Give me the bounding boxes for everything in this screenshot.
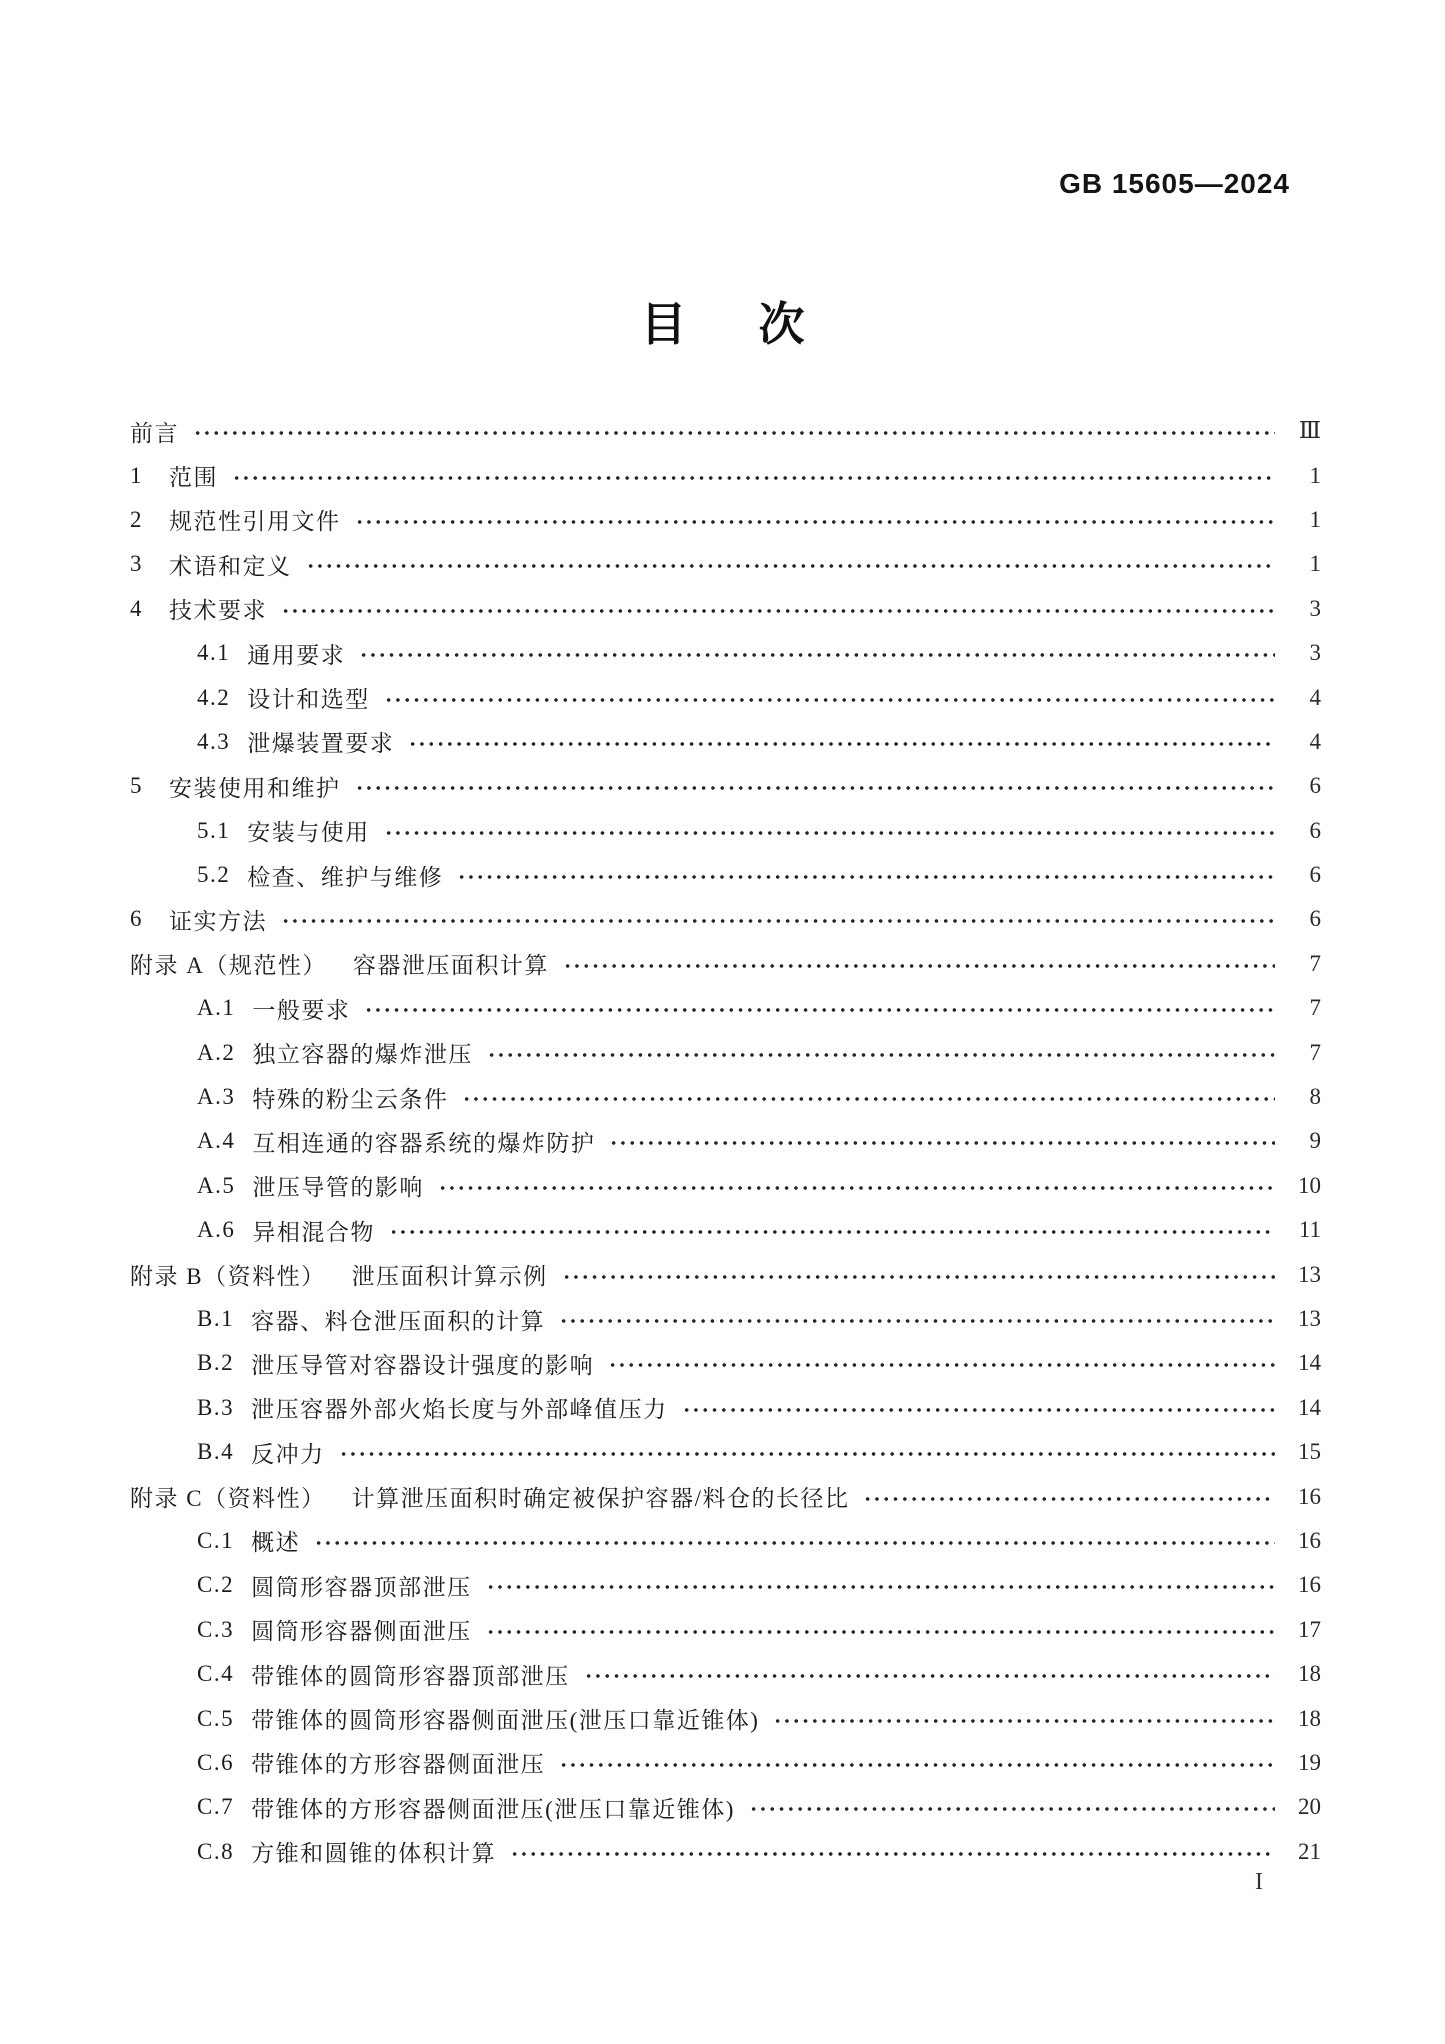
toc-entry-page: 6 xyxy=(1309,862,1321,888)
toc-entry-title: 异相混合物 xyxy=(252,1219,375,1245)
toc-entry-number: C.3 xyxy=(197,1616,235,1642)
toc-entry xyxy=(130,675,1321,719)
toc-entry-number: C.5 xyxy=(197,1705,235,1731)
toc-entry xyxy=(130,1386,1321,1430)
toc-entry xyxy=(130,1785,1321,1829)
toc-entry-title: 泄爆装置要求 xyxy=(247,731,395,757)
dot-leader xyxy=(384,695,1275,705)
toc-entry-title: 互相连通的容器系统的爆炸防护 xyxy=(252,1130,596,1156)
toc-entry-title: 范围 xyxy=(169,465,218,491)
dot-leader xyxy=(339,1449,1275,1459)
toc-entry-number: 5.1 xyxy=(197,817,231,843)
dot-leader xyxy=(559,1760,1275,1770)
dot-leader xyxy=(281,606,1275,616)
toc-entry-page: 13 xyxy=(1298,1261,1321,1287)
toc-entry-title: 泄压导管对容器设计强度的影响 xyxy=(251,1352,595,1378)
toc-entry-page: 21 xyxy=(1298,1838,1321,1864)
toc-entry-title: 反冲力 xyxy=(251,1441,325,1467)
toc-entry xyxy=(130,942,1321,986)
toc-entry-title: 独立容器的爆炸泄压 xyxy=(252,1042,473,1068)
toc-entry xyxy=(130,1563,1321,1607)
toc-entry-number: 附录 A（规范性） xyxy=(130,953,327,979)
dot-leader xyxy=(487,1050,1275,1060)
toc-entry xyxy=(130,542,1321,586)
toc-entry xyxy=(130,1519,1321,1563)
dot-leader xyxy=(457,872,1275,882)
toc-entry-number: A.2 xyxy=(197,1039,236,1065)
toc-entry-page: 19 xyxy=(1298,1749,1321,1775)
toc-entry-number: C.8 xyxy=(197,1838,235,1864)
toc-entry-page: 15 xyxy=(1298,1439,1321,1465)
toc-entry-page: 1 xyxy=(1309,551,1321,577)
toc-entry-page: 3 xyxy=(1309,640,1321,666)
toc-entry-number: C.1 xyxy=(197,1527,235,1553)
toc-entry-title: 圆筒形容器顶部泄压 xyxy=(251,1574,472,1600)
toc-entry xyxy=(130,1341,1321,1385)
toc-entry xyxy=(130,631,1321,675)
toc-entry-number: 附录 B（资料性） xyxy=(130,1264,326,1290)
page-title-char-right: 次 xyxy=(758,299,805,350)
toc-entry-title: 计算泄压面积时确定被保护容器/料仓的长径比 xyxy=(351,1486,850,1512)
toc-entry-number: 4.2 xyxy=(197,684,231,710)
dot-leader xyxy=(359,650,1275,660)
toc-entry-page: 6 xyxy=(1309,773,1321,799)
dot-leader xyxy=(749,1804,1275,1814)
toc-list xyxy=(130,409,1321,1874)
toc-entry xyxy=(130,1741,1321,1785)
toc-entry-number: B.1 xyxy=(197,1306,235,1331)
toc-entry-title: 泄压容器外部火焰长度与外部峰值压力 xyxy=(251,1397,668,1423)
toc-entry xyxy=(130,1652,1321,1696)
toc-entry xyxy=(130,498,1321,542)
toc-entry-number: 4.3 xyxy=(197,728,231,754)
toc-entry-page: 10 xyxy=(1298,1172,1321,1198)
toc-entry-title: 圆筒形容器侧面泄压 xyxy=(251,1619,472,1645)
toc-entry-page: 14 xyxy=(1298,1394,1321,1420)
toc-entry-number: A.4 xyxy=(197,1128,236,1154)
toc-entry-title: 技术要求 xyxy=(169,598,267,624)
toc-entry-title: 特殊的粉尘云条件 xyxy=(252,1086,449,1112)
toc-entry-title: 设计和选型 xyxy=(247,687,370,713)
toc-entry xyxy=(130,764,1321,808)
toc-entry-page: 20 xyxy=(1298,1794,1321,1820)
toc-entry-page: 11 xyxy=(1298,1217,1321,1243)
toc-entry xyxy=(130,897,1321,941)
toc-entry-number: A.3 xyxy=(197,1084,236,1110)
toc-entry-number: C.6 xyxy=(197,1749,235,1775)
dot-leader xyxy=(682,1405,1275,1415)
toc-entry-number: 4 xyxy=(130,595,143,621)
dot-leader xyxy=(608,1360,1275,1370)
footer-page-number: I xyxy=(1255,1869,1263,1895)
toc-entry xyxy=(130,587,1321,631)
dot-leader xyxy=(193,428,1275,438)
toc-entry-number: B.3 xyxy=(197,1394,235,1420)
page-title xyxy=(0,288,1445,354)
toc-entry-page: 9 xyxy=(1309,1128,1321,1154)
toc-entry-page: 18 xyxy=(1298,1661,1321,1687)
standard-number: GB 15605—2024 xyxy=(1059,168,1290,199)
dot-leader xyxy=(486,1582,1275,1592)
toc-entry-number: A.5 xyxy=(197,1172,236,1198)
toc-entry-number: A.6 xyxy=(197,1217,236,1243)
toc-entry xyxy=(130,1696,1321,1740)
toc-entry-number: 3 xyxy=(130,551,143,577)
toc-entry xyxy=(130,1119,1321,1163)
toc-entry-title: 带锥体的圆筒形容器侧面泄压(泄压口靠近锥体) xyxy=(251,1708,760,1734)
dot-leader xyxy=(364,1005,1275,1015)
dot-leader xyxy=(314,1538,1275,1548)
toc-entry xyxy=(130,1608,1321,1652)
toc-entry xyxy=(130,1430,1321,1474)
toc-entry-page: 17 xyxy=(1298,1616,1321,1642)
toc-entry-title: 规范性引用文件 xyxy=(169,509,341,535)
toc-entry-page: 1 xyxy=(1309,462,1321,488)
toc-entry-page: 4 xyxy=(1309,684,1321,710)
toc-entry-title: 带锥体的圆筒形容器顶部泄压 xyxy=(251,1663,570,1689)
dot-leader xyxy=(773,1716,1275,1726)
toc-entry-title: 安装使用和维护 xyxy=(169,775,341,801)
toc-entry xyxy=(130,853,1321,897)
toc-entry-page: 1 xyxy=(1309,506,1321,532)
toc-entry-number: 2 xyxy=(130,506,143,532)
toc-entry-title: 带锥体的方形容器侧面泄压 xyxy=(251,1752,546,1778)
toc-entry-title: 带锥体的方形容器侧面泄压(泄压口靠近锥体) xyxy=(251,1796,735,1822)
toc-entry-title: 容器、料仓泄压面积的计算 xyxy=(251,1308,546,1334)
toc-entry xyxy=(130,1075,1321,1119)
dot-leader xyxy=(562,1272,1275,1282)
toc-entry-title: 一般要求 xyxy=(252,997,351,1023)
toc-entry-title: 容器泄压面积计算 xyxy=(352,953,549,979)
toc-entry-page: Ⅲ xyxy=(1298,418,1321,444)
toc-entry-title: 泄压面积计算示例 xyxy=(351,1264,548,1290)
toc-entry xyxy=(130,1164,1321,1208)
toc-entry-page: 14 xyxy=(1298,1350,1321,1376)
toc-entry xyxy=(130,809,1321,853)
dot-leader xyxy=(863,1494,1275,1504)
dot-leader xyxy=(232,473,1275,483)
toc-entry-number: B.4 xyxy=(197,1439,235,1465)
toc-entry-number: 1 xyxy=(130,462,143,488)
toc-entry-title: 概述 xyxy=(251,1530,301,1556)
toc-entry-number: A.1 xyxy=(197,995,236,1021)
toc-entry-page: 7 xyxy=(1309,995,1321,1021)
dot-leader xyxy=(438,1183,1275,1193)
toc-entry xyxy=(130,1252,1321,1296)
dot-leader xyxy=(355,783,1276,793)
toc-entry-page: 16 xyxy=(1298,1572,1321,1598)
toc-entry xyxy=(130,453,1321,497)
dot-leader xyxy=(584,1671,1275,1681)
dot-leader xyxy=(408,739,1275,749)
toc-entry-title: 检查、维护与维修 xyxy=(247,864,444,890)
dot-leader xyxy=(389,1227,1275,1237)
toc-entry xyxy=(130,986,1321,1030)
toc-entry-title: 前言 xyxy=(130,420,179,446)
dot-leader xyxy=(355,517,1276,527)
toc-entry-number: 附录 C（资料性） xyxy=(130,1486,326,1512)
toc-entry-page: 16 xyxy=(1298,1527,1321,1553)
toc-entry-number: 5 xyxy=(130,773,143,799)
toc-entry-title: 方锥和圆锥的体积计算 xyxy=(251,1841,497,1867)
dot-leader xyxy=(384,828,1275,838)
toc-entry-page: 7 xyxy=(1309,950,1321,976)
toc-entry xyxy=(130,720,1321,764)
toc-entry xyxy=(130,1474,1321,1518)
toc-entry-page: 13 xyxy=(1298,1306,1321,1331)
dot-leader xyxy=(306,561,1276,571)
toc-entry-number: C.2 xyxy=(197,1572,235,1598)
dot-leader xyxy=(486,1627,1275,1637)
toc-entry-number: C.7 xyxy=(197,1794,235,1820)
toc-entry-page: 8 xyxy=(1309,1084,1321,1110)
page-title-char-left: 目 xyxy=(640,299,687,350)
toc-entry-number: B.2 xyxy=(197,1350,235,1376)
dot-leader xyxy=(609,1138,1275,1148)
toc-entry xyxy=(130,1830,1321,1874)
toc-entry-title: 通用要求 xyxy=(247,642,346,668)
toc-entry xyxy=(130,1208,1321,1252)
toc-entry-page: 18 xyxy=(1298,1705,1321,1731)
toc-entry-page: 3 xyxy=(1309,595,1321,621)
dot-leader xyxy=(563,961,1275,971)
toc-entry-page: 4 xyxy=(1309,728,1321,754)
toc-entry-page: 7 xyxy=(1309,1039,1321,1065)
toc-entry-title: 安装与使用 xyxy=(247,820,370,846)
dot-leader xyxy=(281,916,1275,926)
toc-entry-page: 6 xyxy=(1309,817,1321,843)
toc-entry-title: 泄压导管的影响 xyxy=(252,1175,424,1201)
toc-entry xyxy=(130,409,1321,453)
toc-entry-page: 6 xyxy=(1309,906,1321,932)
dot-leader xyxy=(510,1849,1275,1859)
dot-leader xyxy=(559,1316,1275,1326)
dot-leader xyxy=(462,1094,1275,1104)
toc-entry-number: 5.2 xyxy=(197,862,231,888)
toc-entry-title: 证实方法 xyxy=(169,908,267,934)
toc-entry xyxy=(130,1030,1321,1074)
toc-entry-title: 术语和定义 xyxy=(169,553,292,579)
toc-entry-number: 6 xyxy=(130,906,143,932)
toc-entry xyxy=(130,1297,1321,1341)
toc-entry-number: C.4 xyxy=(197,1661,235,1687)
toc-entry-page: 16 xyxy=(1298,1483,1321,1509)
toc-entry-number: 4.1 xyxy=(197,640,231,666)
